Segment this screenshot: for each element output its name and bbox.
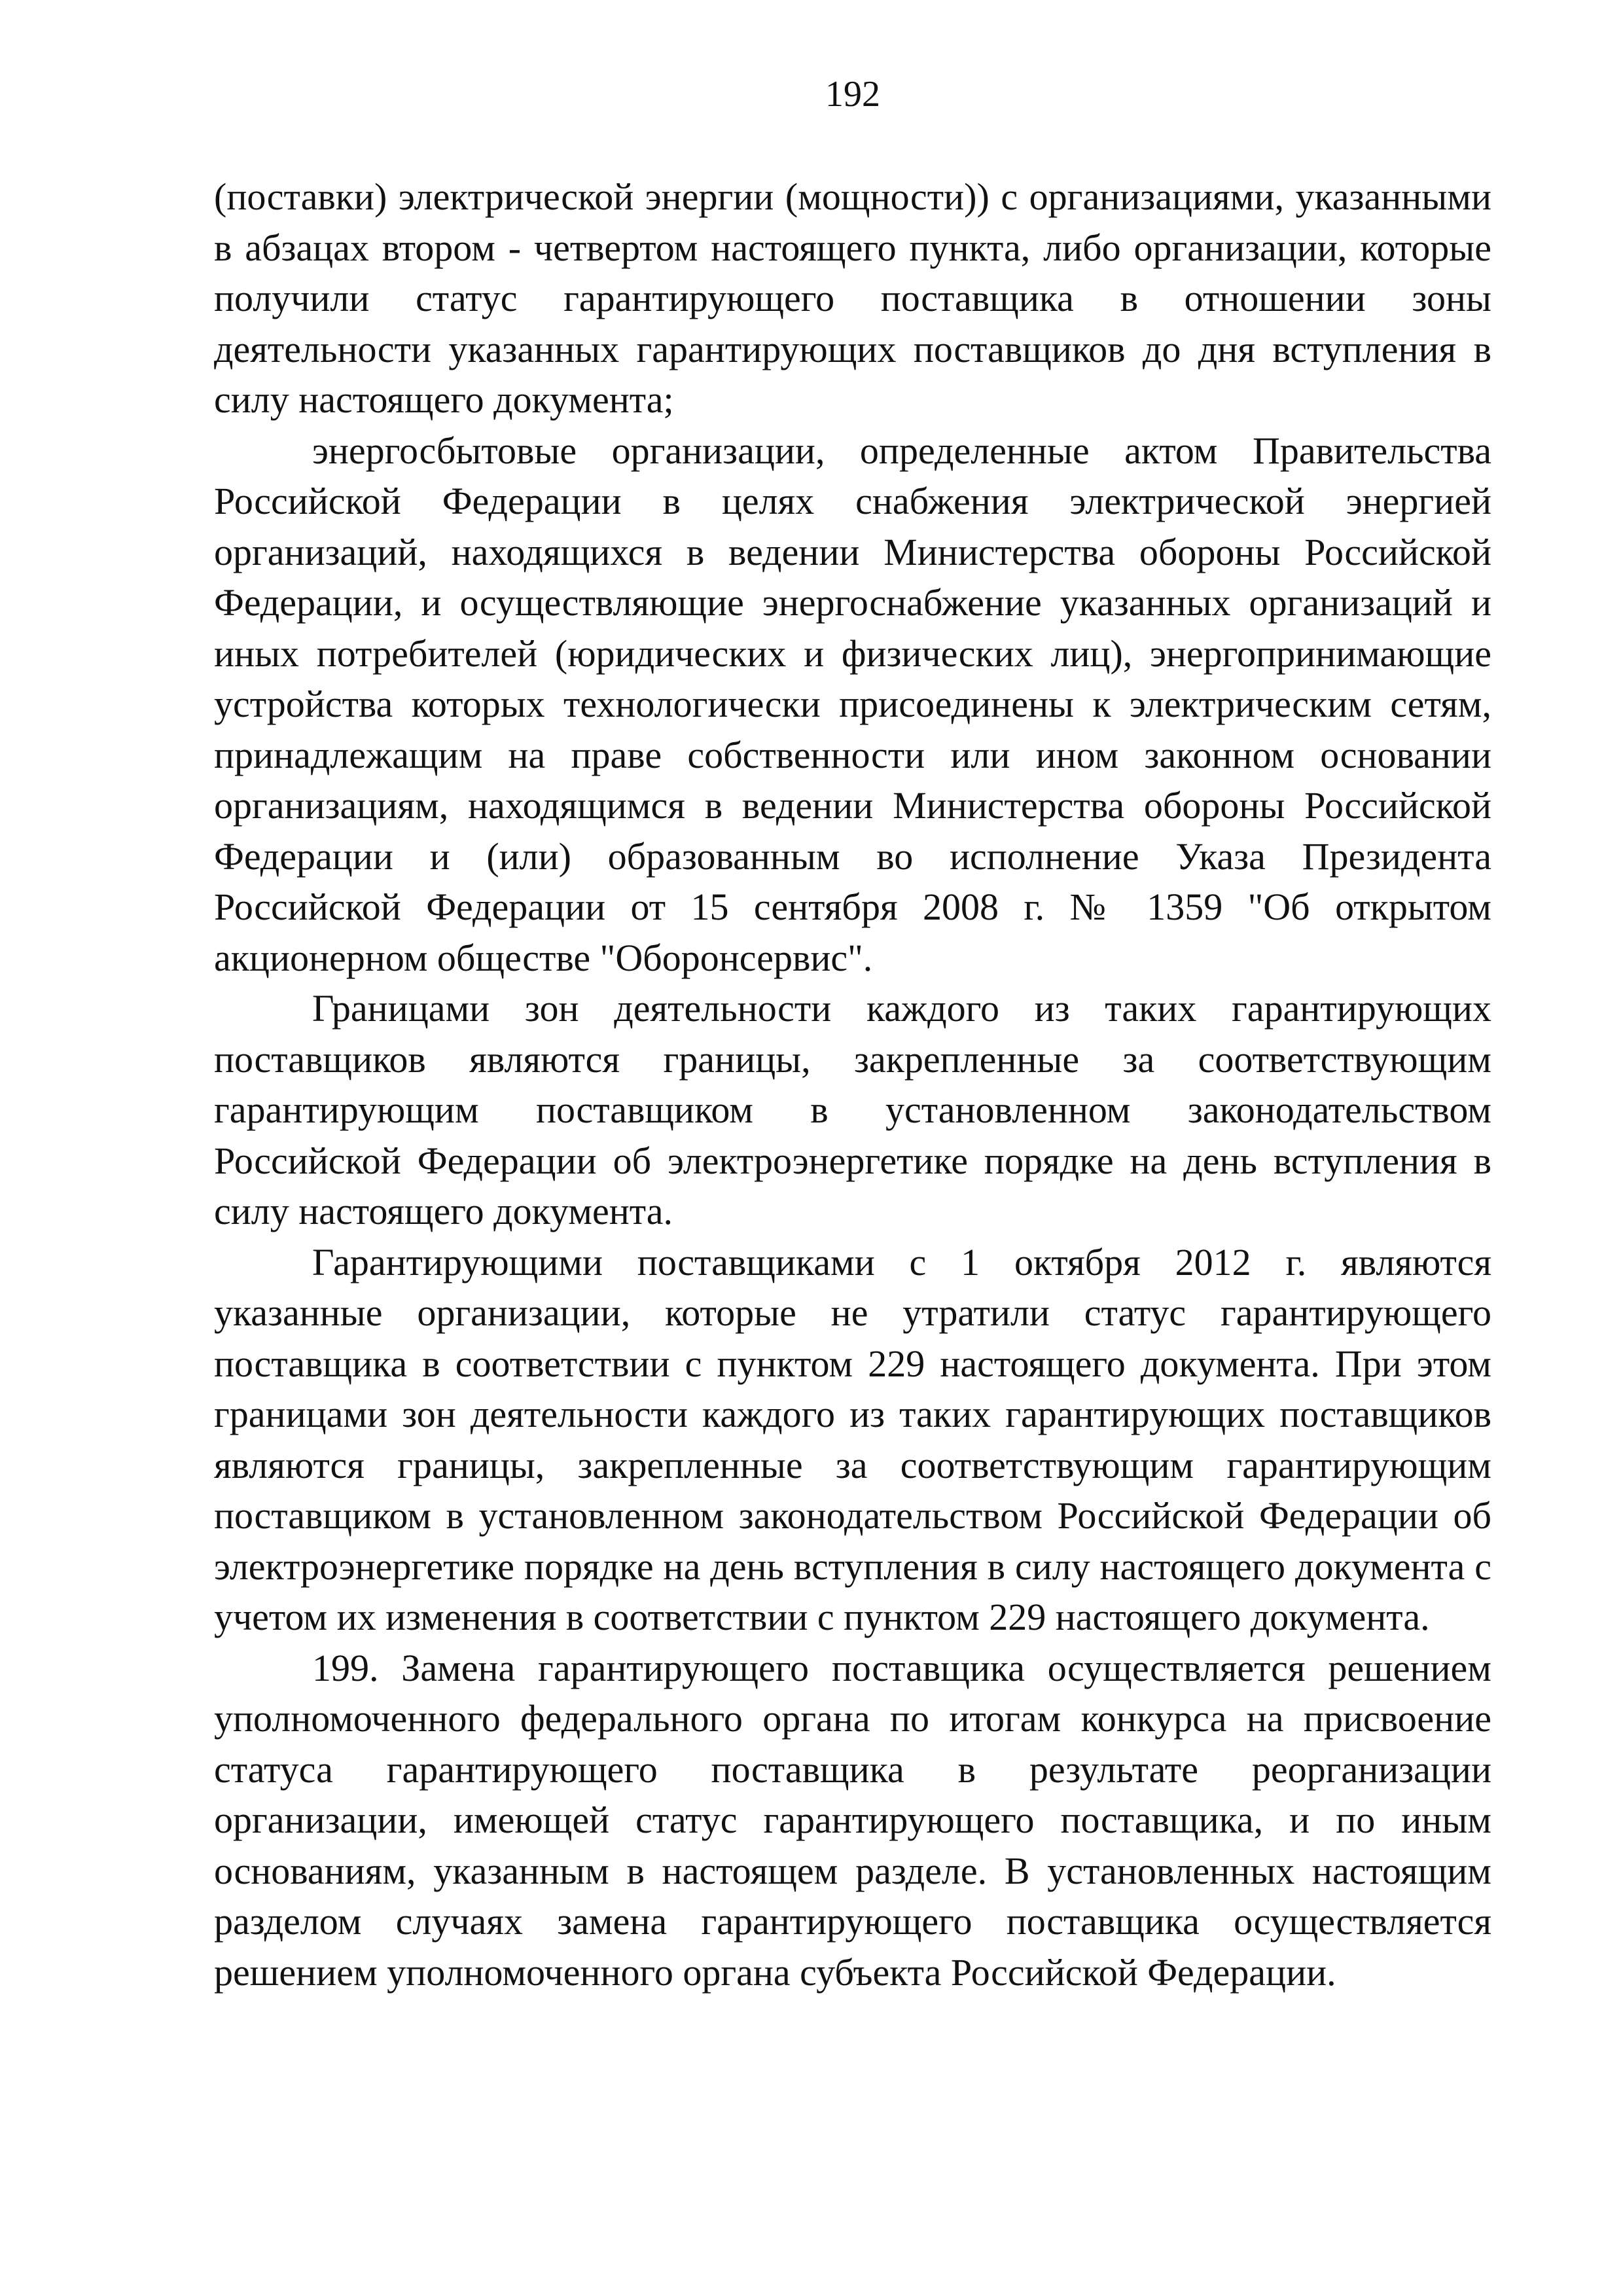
paragraph-energy-sales-organizations: энергосбытовые организации, определенные актом Правительства Российской Федерации в целях снабжения электрической энергией организаций, находящихся в ведении Министерства обороны Российской Федерации, и осуществляющие энергоснабжение указанных организаций и иных потребителей (юридических и физических лиц), энергопринимающие устройства которых технологически присоединены к электрическим сетям, принадлежащим на праве собственности или ином законном основании организациям, находящимся в ведении Министерства обороны Российской Федерации и (или) образованным во исполнение Указа Президента Российской Федерации от 15 сентября 2008 г. № 1359 "Об открытом акционерном обществе "Оборонсервис". [214, 429, 1491, 979]
paragraph-clause-199: 199. Замена гарантирующего поставщика осуществляется решением уполномоченного федерального органа по итогам конкурса на присвоение статуса гарантирующего поставщика в результате реорганизации организации, имеющей статус гарантирующего поставщика, и по иным основаниям, указанным в настоящем разделе. В установленных настоящим разделом случаях замена гарантирующего поставщика осуществляется решением уполномоченного органа субъекта Российской Федерации. [214, 1646, 1491, 1994]
paragraph-zone-boundaries: Границами зон деятельности каждого из таких гарантирующих поставщиков являются границы, закрепленные за соответствующим гарантирующим поставщиком в установленном законодательством Российской Федерации об электроэнергетике порядке на день вступления в силу настоящего документа. [214, 987, 1491, 1232]
paragraph-continuation: (поставки) электрической энергии (мощности)) с организациями, указанными в абзацах втором - четвертом настоящего пункта, либо организации, которые получили статус гарантирующего поставщика в отношении зоны деятельности указанных гарантирующих поставщиков до дня вступления в силу настоящего документа; [214, 175, 1491, 421]
page-number: 192 [825, 74, 880, 115]
paragraph-guaranteeing-suppliers: Гарантирующими поставщиками с 1 октября 2012 г. являются указанные организации, которые не утратили статус гарантирующего поставщика в соответствии с пунктом 229 настоящего документа. При этом границами зон деятельности каждого из таких гарантирующих поставщиков являются границы, закрепленные за соответствующим гарантирующим поставщиком в установленном законодательством Российской Федерации об электроэнергетике порядке на день вступления в силу настоящего документа с учетом их изменения в соответствии с пунктом 229 настоящего документа. [214, 1240, 1491, 1638]
document-body [214, 171, 1491, 1998]
